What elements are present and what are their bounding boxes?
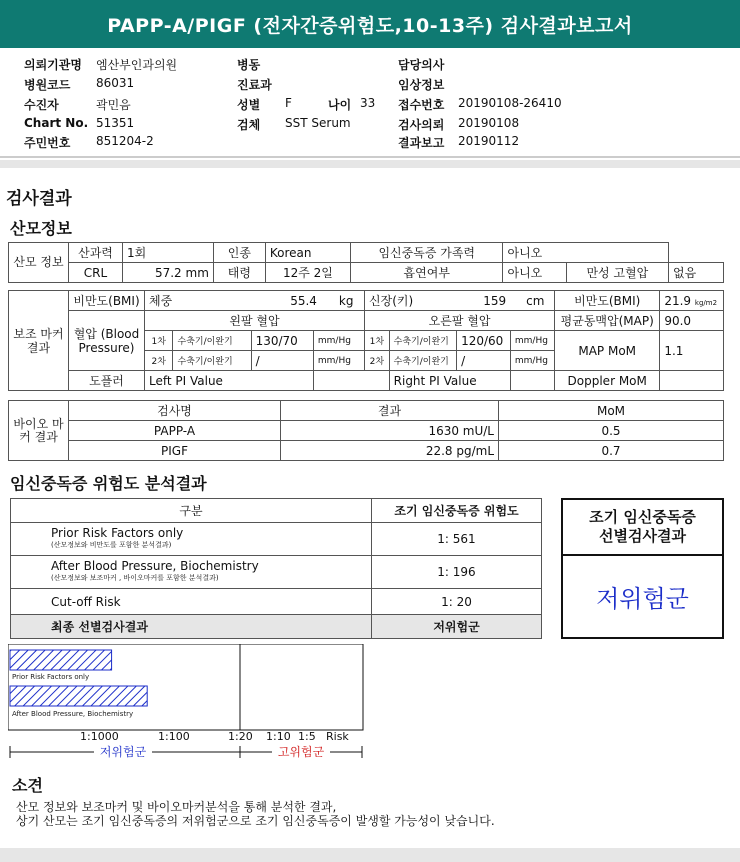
left-first-unit: mm/Hg — [313, 331, 364, 351]
opinion-text — [16, 800, 495, 828]
crl-value: 57.2 mm — [123, 263, 214, 283]
left-second-unit: mm/Hg — [313, 351, 364, 371]
tick-label: 1:10 — [266, 730, 291, 743]
bmi-cell — [660, 291, 724, 311]
risk-h-kind: 구분 — [11, 499, 372, 523]
screening-result-value: 저위험군 — [596, 585, 689, 613]
tick-label: 1:1000 — [80, 730, 119, 743]
maternal-title: 산모정보 — [10, 219, 72, 238]
bmi-unit: kg/m2 — [694, 298, 718, 307]
left-bp-label: 왼팔 혈압 — [145, 311, 365, 331]
risk-value: 1: 20 — [372, 589, 542, 615]
map-value: 90.0 — [660, 311, 724, 331]
left-second-sd: 수축기/이완기 — [173, 351, 251, 371]
divider — [0, 160, 740, 168]
chart-value: 51351 — [96, 116, 135, 130]
bar-after — [10, 686, 147, 706]
risk-label: Prior Risk Factors only — [51, 526, 184, 540]
family-value: 아니오 — [503, 243, 669, 263]
id-value: 851204-2 — [96, 134, 154, 148]
age-value: 33 — [360, 96, 376, 110]
right-second-value: / — [457, 351, 511, 371]
bio-result: 1630 mU/L — [281, 421, 499, 441]
bar-prior-label: Prior Risk Factors only — [12, 673, 90, 681]
right-second-unit: mm/Hg — [510, 351, 554, 371]
tick-label: Risk — [326, 730, 349, 743]
inst-label: 의뢰기관명 — [24, 58, 82, 72]
specimen-label: 검체 — [237, 118, 261, 132]
leftpi-value — [313, 371, 389, 391]
opinion-line: 산모 정보와 보조마커 및 바이오마커분석을 통해 분석한 결과, — [16, 800, 337, 814]
risk-value: 1: 196 — [372, 556, 542, 589]
parity-value: 1회 — [123, 243, 214, 263]
report-label: 결과보고 — [398, 136, 445, 150]
weight-value: 55.4 — [290, 294, 317, 308]
bmi-value: 21.9 — [664, 293, 692, 308]
sex-label: 성별 — [237, 98, 261, 112]
right-first-sd: 수축기/이완기 — [389, 331, 456, 351]
bio-result: 22.8 pg/mL — [281, 441, 499, 461]
risk-title: 임신중독증 위험도 분석결과 — [10, 474, 207, 493]
right-second-sd: 수축기/이완기 — [389, 351, 456, 371]
bio-mom: 0.5 — [499, 421, 724, 441]
mapmom-value: 1.1 — [660, 331, 724, 371]
height-label: 신장(키) — [369, 294, 414, 308]
risk-h-risk: 조기 임신중독증 위험도 — [372, 499, 542, 523]
inst-value: 엠산부인과의원 — [96, 58, 178, 72]
bio-name: PAPP-A — [69, 421, 281, 441]
screening-result-header — [563, 500, 722, 556]
risk-label: Cut-off Risk — [11, 589, 372, 615]
final-label: 최종 선별검사결과 — [11, 615, 372, 639]
ga-value: 12주 2일 — [265, 263, 350, 283]
patient-label: 수진자 — [24, 98, 59, 112]
family-label: 임신중독증 가족력 — [350, 243, 503, 263]
aux-row-label: 보조 마커 결과 — [9, 291, 69, 391]
request-value: 20190108 — [458, 116, 520, 130]
doctor-label: 담당의사 — [398, 58, 445, 72]
patient-value: 곽민음 — [96, 98, 131, 112]
sex-value: F — [285, 96, 292, 110]
weight-unit: kg — [338, 294, 354, 308]
rightpi-label: Right PI Value — [389, 371, 510, 391]
weight-cell — [145, 291, 365, 311]
section-title: 검사결과 — [6, 189, 72, 209]
dopmom-value — [660, 371, 724, 391]
code-label: 병원코드 — [24, 78, 71, 92]
height-unit: cm — [526, 294, 545, 308]
report-title: PAPP-A/PIGF (전자간증위험도,10-13주) 검사결과보고서 — [0, 0, 740, 48]
screening-title-1: 조기 임신중독증 — [589, 508, 696, 526]
age-label: 나이 — [328, 98, 352, 112]
screening-result-box — [561, 498, 724, 639]
risk-table — [10, 498, 542, 639]
bar-prior — [10, 650, 112, 670]
height-cell — [365, 291, 555, 311]
leftpi-label: Left PI Value — [145, 371, 314, 391]
parity-label: 산과력 — [69, 243, 123, 263]
smoke-label: 흡연여부 — [350, 263, 503, 283]
aux-table — [8, 290, 724, 391]
specimen-value: SST Serum — [285, 116, 351, 130]
mapmom-label: MAP MoM — [555, 331, 660, 371]
patient-info — [0, 48, 740, 158]
bio-h-result: 결과 — [281, 401, 499, 421]
risk-row — [11, 523, 372, 556]
map-label: 평균동맥압(MAP) — [555, 311, 660, 331]
rightpi-value — [510, 371, 554, 391]
right-first-value: 120/60 — [457, 331, 511, 351]
opinion-line: 상기 산모는 조기 임신중독증의 저위험군으로 조기 임신중독증이 발생할 가능성이 낮습니다. — [16, 814, 495, 828]
bio-table — [8, 400, 724, 461]
receipt-value: 20190108-26410 — [458, 96, 562, 110]
dopmom-label: Doppler MoM — [555, 371, 660, 391]
right-bp-label: 오른팔 혈압 — [365, 311, 555, 331]
right-first: 1차 — [365, 331, 390, 351]
tick-label: 1:100 — [158, 730, 190, 743]
htn-value: 없음 — [669, 263, 724, 283]
weight-label: 체중 — [149, 294, 173, 308]
ward-label: 병동 — [237, 58, 261, 72]
risk-bar-chart — [8, 644, 364, 764]
race-value: Korean — [265, 243, 350, 263]
opinion-title: 소견 — [12, 776, 43, 795]
screening-title-2: 선별검사결과 — [599, 527, 686, 545]
bp-label: 혈압 (Blood Pressure) — [69, 311, 145, 371]
bmi-label: 비만도(BMI) — [69, 291, 145, 311]
ga-label: 태령 — [213, 263, 265, 283]
receipt-label: 접수번호 — [398, 98, 445, 112]
maternal-row-label: 산모 정보 — [9, 243, 69, 283]
bio-h-mom: MoM — [499, 401, 724, 421]
left-first: 1차 — [145, 331, 173, 351]
chart-label: Chart No. — [24, 116, 89, 130]
high-risk-label: 고위험군 — [277, 745, 325, 759]
crl-label: CRL — [69, 263, 123, 283]
bio-row-label: 바이오 마커 결과 — [9, 401, 69, 461]
risk-value: 1: 561 — [372, 523, 542, 556]
smoke-value: 아니오 — [503, 263, 566, 283]
final-value: 저위험군 — [372, 615, 542, 639]
tick-label: 1:5 — [298, 730, 316, 743]
left-second-value: / — [251, 351, 313, 371]
bio-h-name: 검사명 — [69, 401, 281, 421]
bmi2-label: 비만도(BMI) — [555, 291, 660, 311]
htn-label: 만성 고혈압 — [566, 263, 668, 283]
risk-label: After Blood Pressure, Biochemistry — [51, 559, 259, 573]
left-first-value: 130/70 — [251, 331, 313, 351]
code-value: 86031 — [96, 76, 135, 90]
clinical-label: 임상정보 — [398, 78, 445, 92]
bio-name: PIGF — [69, 441, 281, 461]
risk-row — [11, 556, 372, 589]
bar-after-label: After Blood Pressure, Biochemistry — [12, 710, 134, 718]
maternal-table — [8, 242, 724, 283]
risk-sub: (산모정보와 비만도를 포함한 분석결과) — [51, 541, 172, 549]
report-value: 20190112 — [458, 134, 520, 148]
right-second: 2차 — [365, 351, 390, 371]
dept-label: 진료과 — [237, 78, 272, 92]
race-label: 인종 — [213, 243, 265, 263]
risk-sub: (산모정보와 보조마커 , 바이오마커를 포함한 분석결과) — [51, 574, 219, 582]
tick-label: 1:20 — [228, 730, 253, 743]
doppler-label: 도플러 — [69, 371, 145, 391]
right-first-unit: mm/Hg — [510, 331, 554, 351]
height-value: 159 — [483, 294, 507, 308]
footer-bar — [0, 848, 740, 862]
id-label: 주민번호 — [24, 136, 71, 150]
left-first-sd: 수축기/이완기 — [173, 331, 251, 351]
bio-mom: 0.7 — [499, 441, 724, 461]
low-risk-label: 저위험군 — [99, 745, 147, 759]
request-label: 검사의뢰 — [398, 118, 445, 132]
left-second: 2차 — [145, 351, 173, 371]
